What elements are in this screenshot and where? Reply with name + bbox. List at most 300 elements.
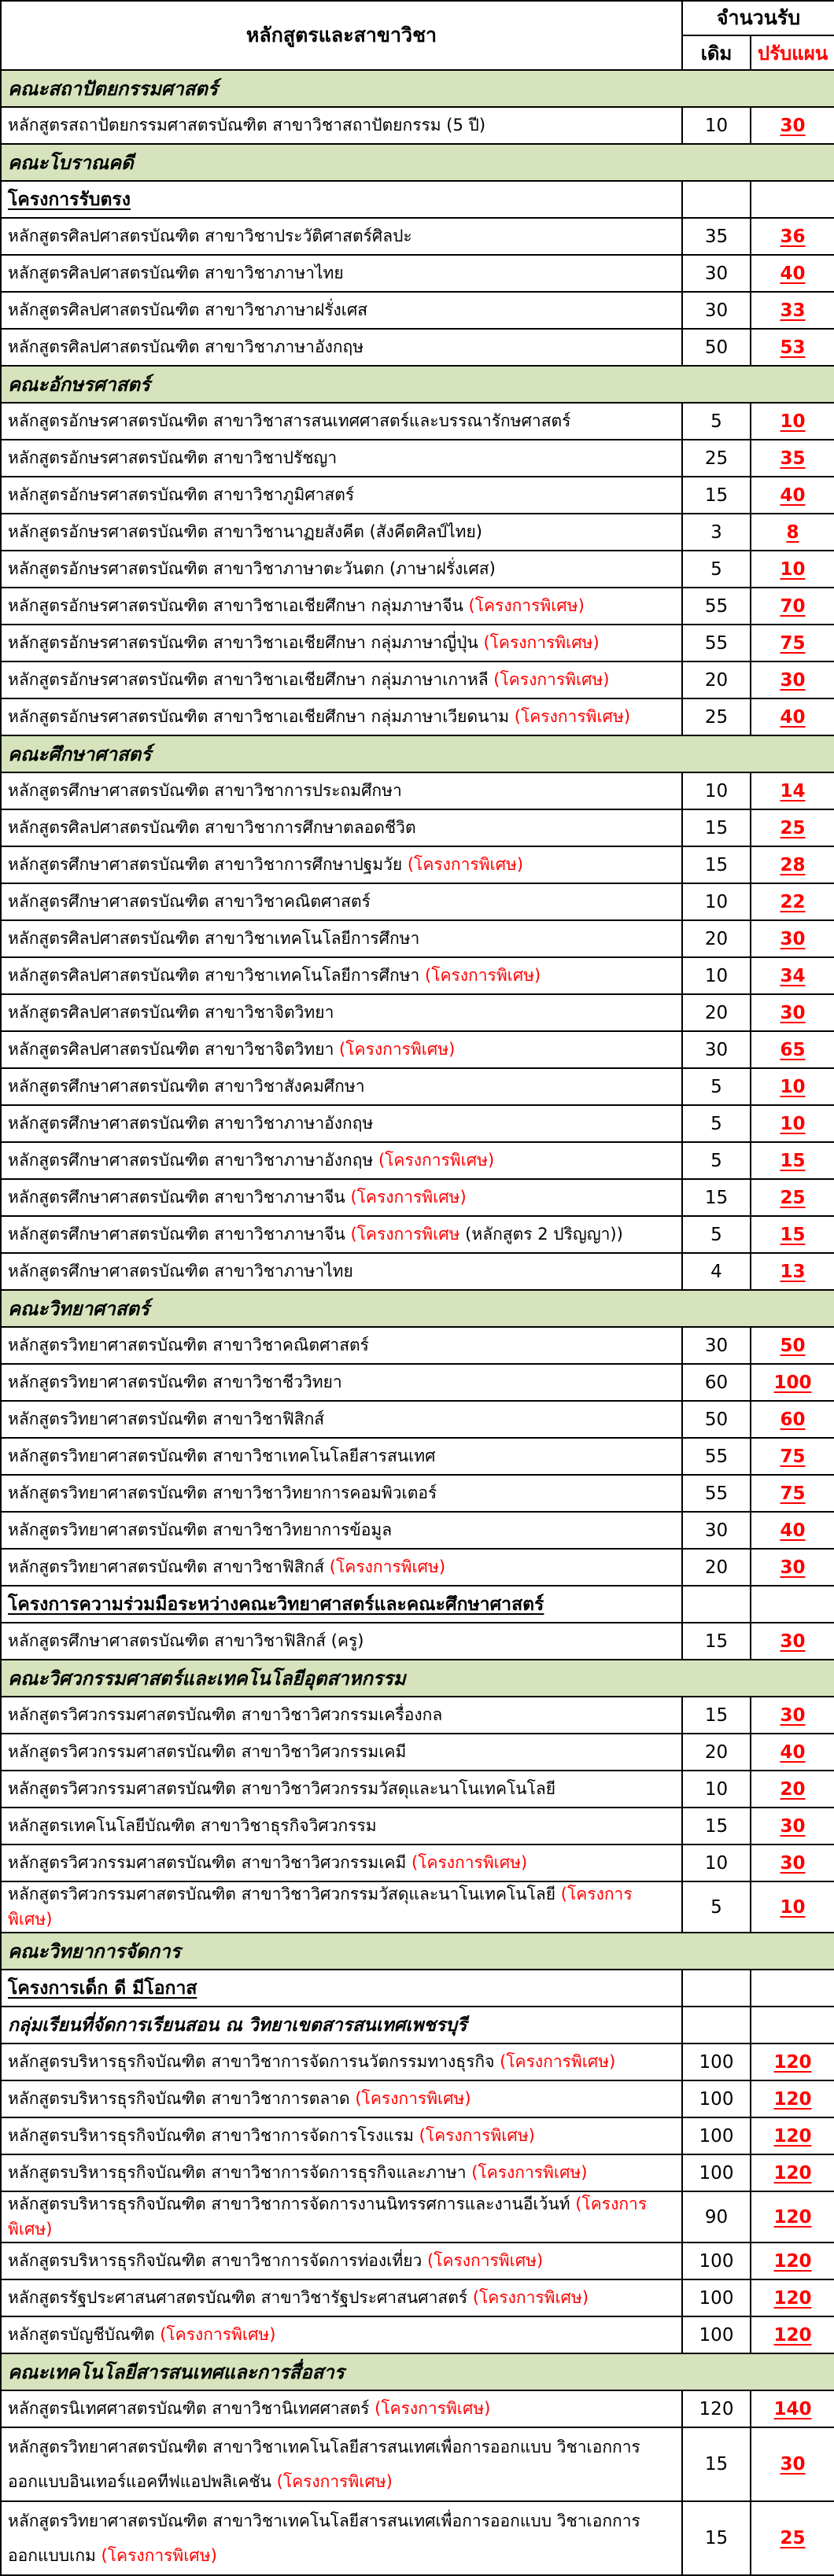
program-name-cell: หลักสูตรบริหารธุรกิจบัณฑิต สาขาวิชาการจัดการงานนิทรรศการและงานอีเว้นท์ (โครงการพิเศษ) [1, 2191, 682, 2242]
revised-quota-value: 40 [780, 263, 806, 284]
original-quota-cell: 15 [682, 2501, 751, 2575]
revised-quota-value: 50 [780, 1335, 806, 1356]
program-name-cell: หลักสูตรศิลปศาสตรบัณฑิต สาขาวิชาจิตวิทยา [1, 994, 682, 1031]
revised-quota-value: 10 [780, 1076, 806, 1097]
original-quota-cell: 30 [682, 1031, 751, 1068]
program-name-cell: หลักสูตรบริหารธุรกิจบัณฑิต สาขาวิชาการจัดการท่องเที่ยว (โครงการพิเศษ) [1, 2242, 682, 2279]
program-name-cell: หลักสูตรศึกษาศาสตรบัณฑิต สาขาวิชาภาษาอังกฤษ [1, 1105, 682, 1142]
revised-quota-cell [751, 1438, 834, 1475]
program-row [1, 2117, 834, 2154]
revised-quota-value: 120 [773, 2250, 812, 2272]
program-row [1, 1734, 834, 1771]
original-quota-cell: 100 [682, 2117, 751, 2154]
revised-quota-value: 120 [773, 2206, 812, 2228]
program-name-cell: หลักสูตรวิทยาศาสตรบัณฑิต สาขาวิชาฟิสิกส์ (โครงการพิเศษ) [1, 1549, 682, 1586]
revised-quota-cell [751, 1771, 834, 1808]
program-row [1, 2154, 834, 2191]
revised-quota-cell [751, 2427, 834, 2501]
faculty-section-row [1, 1290, 834, 1327]
program-name-cell: หลักสูตรศิลปศาสตรบัณฑิต สาขาวิชาภาษาไทย [1, 255, 682, 292]
program-name-cell: หลักสูตรอักษรศาสตรบัณฑิต สาขาวิชาปรัชญา [1, 440, 682, 477]
program-row [1, 957, 834, 994]
original-quota-cell: 5 [682, 1216, 751, 1253]
program-row [1, 551, 834, 588]
program-name-cell: หลักสูตรศิลปศาสตรบัณฑิต สาขาวิชาจิตวิทยา (โครงการพิเศษ) [1, 1031, 682, 1068]
program-name-cell: หลักสูตรวิทยาศาสตรบัณฑิต สาขาวิชาฟิสิกส์ [1, 1401, 682, 1438]
original-quota-cell: 55 [682, 588, 751, 625]
program-name-cell: หลักสูตรศิลปศาสตรบัณฑิต สาขาวิชาภาษาอังกฤษ [1, 329, 682, 366]
special-program-note: (โครงการพิเศษ) [101, 2546, 217, 2565]
program-row [1, 1401, 834, 1438]
revised-quota-cell [751, 107, 834, 144]
original-quota-cell: 15 [682, 846, 751, 883]
faculty-section-row [1, 1933, 834, 1970]
original-quota-cell: 15 [682, 1697, 751, 1734]
program-row [1, 1475, 834, 1512]
original-quota-cell: 10 [682, 107, 751, 144]
original-column-header: เดิม [682, 35, 751, 70]
program-name-cell: หลักสูตรรัฐประศาสนศาสตรบัณฑิต สาขาวิชารัฐประศาสนศาสตร์ (โครงการพิเศษ) [1, 2279, 682, 2316]
program-row [1, 920, 834, 957]
original-quota-cell: 50 [682, 1401, 751, 1438]
revised-quota-cell [751, 698, 834, 735]
revised-quota-cell [751, 292, 834, 329]
revised-quota-value: 15 [780, 1150, 806, 1171]
program-name-cell: หลักสูตรวิศวกรรมศาสตรบัณฑิต สาขาวิชาวิศวกรรมเคมี [1, 1734, 682, 1771]
program-row [1, 994, 834, 1031]
original-quota-cell: 20 [682, 1549, 751, 1586]
revised-quota-cell [751, 1031, 834, 1068]
original-quota-cell: 15 [682, 2427, 751, 2501]
original-quota-cell: 10 [682, 1771, 751, 1808]
revised-quota-value: 10 [780, 1896, 806, 1918]
revised-quota-value: 28 [780, 854, 806, 875]
project-subheader-title: โครงการความร่วมมือระหว่างคณะวิทยาศาสตร์และคณะศึกษาศาสตร์ [1, 1586, 682, 1623]
revised-quota-cell [751, 994, 834, 1031]
original-quota-cell: 20 [682, 1734, 751, 1771]
program-name-cell: หลักสูตรศิลปศาสตรบัณฑิต สาขาวิชาภาษาฝรั่งเศส [1, 292, 682, 329]
original-quota-cell: 15 [682, 809, 751, 846]
program-row [1, 1512, 834, 1549]
program-name-cell: หลักสูตรอักษรศาสตรบัณฑิต สาขาวิชาภูมิศาสตร์ [1, 477, 682, 514]
original-quota-cell: 55 [682, 1438, 751, 1475]
program-row [1, 588, 834, 625]
original-quota-cell: 20 [682, 994, 751, 1031]
program-name-cell: หลักสูตรอักษรศาสตรบัณฑิต สาขาวิชาภาษาตะวันตก (ภาษาฝรั่งเศส) [1, 551, 682, 588]
original-quota-cell: 30 [682, 292, 751, 329]
revised-quota-cell [751, 255, 834, 292]
original-quota-cell: 25 [682, 440, 751, 477]
faculty-section-title: คณะอักษรศาสตร์ [1, 366, 834, 403]
original-quota-cell: 4 [682, 1253, 751, 1290]
program-name-cell: หลักสูตรศิลปศาสตรบัณฑิต สาขาวิชาการศึกษาตลอดชีวิต [1, 809, 682, 846]
revised-quota-cell [751, 2191, 834, 2242]
project-subheader-title: กลุ่มเรียนที่จัดการเรียนสอน ณ วิทยาเขตสารสนเทศเพชรบุรี [1, 2007, 682, 2043]
special-program-note: (โครงการพิเศษ) [426, 2250, 544, 2270]
original-cell-empty [682, 181, 751, 218]
revised-quota-cell [751, 1216, 834, 1253]
revised-quota-value: 14 [780, 780, 806, 802]
program-row [1, 2080, 834, 2117]
original-quota-cell: 30 [682, 1327, 751, 1364]
program-name-cell: หลักสูตรวิศวกรรมศาสตรบัณฑิต สาขาวิชาวิศวกรรมวัสดุและนาโนเทคโนโลยี [1, 1771, 682, 1808]
special-program-note: (โครงการพิเศษ) [471, 2162, 588, 2182]
revised-quota-value: 65 [780, 1039, 806, 1060]
revised-quota-cell [751, 218, 834, 255]
revised-quota-cell [751, 1475, 834, 1512]
revised-quota-value: 40 [780, 1520, 806, 1541]
special-program-note: (โครงการพิเศษ) [411, 1852, 528, 1872]
revised-quota-cell [751, 625, 834, 662]
revised-quota-value: 30 [780, 1704, 806, 1726]
program-row [1, 2501, 834, 2575]
revised-quota-cell [751, 1327, 834, 1364]
program-name-cell: หลักสูตรอักษรศาสตรบัณฑิต สาขาวิชาเอเชียศึกษา กลุ่มภาษาเวียดนาม (โครงการพิเศษ) [1, 698, 682, 735]
program-name-cell: หลักสูตรบริหารธุรกิจบัณฑิต สาขาวิชาการตลาด (โครงการพิเศษ) [1, 2080, 682, 2117]
original-quota-cell: 5 [682, 403, 751, 440]
revised-quota-cell [751, 2080, 834, 2117]
original-quota-cell: 30 [682, 255, 751, 292]
table-body [1, 1, 834, 2575]
original-cell-empty [682, 1586, 751, 1623]
revised-cell-empty [751, 181, 834, 218]
revised-quota-value: 10 [780, 411, 806, 432]
program-name-cell: หลักสูตรวิทยาศาสตรบัณฑิต สาขาวิชาวิทยาการคอมพิวเตอร์ [1, 1475, 682, 1512]
original-quota-cell: 100 [682, 2279, 751, 2316]
revised-quota-value: 20 [780, 1778, 806, 1800]
revised-quota-cell [751, 1881, 834, 1933]
revised-quota-value: 53 [780, 337, 806, 358]
program-name-cell: หลักสูตรศิลปศาสตรบัณฑิต สาขาวิชาเทคโนโลยีการศึกษา (โครงการพิเศษ) [1, 957, 682, 994]
program-column-header: หลักสูตรและสาขาวิชา [1, 1, 682, 70]
original-quota-cell: 15 [682, 1623, 751, 1660]
revised-quota-value: 22 [780, 891, 806, 912]
revised-quota-value: 40 [780, 1741, 806, 1763]
original-quota-cell: 5 [682, 1881, 751, 1933]
program-row [1, 514, 834, 551]
revised-quota-value: 10 [780, 558, 806, 580]
program-name-cell: หลักสูตรศิลปศาสตรบัณฑิต สาขาวิชาเทคโนโลยีการศึกษา [1, 920, 682, 957]
program-row [1, 846, 834, 883]
original-quota-cell: 55 [682, 1475, 751, 1512]
revised-quota-value: 100 [773, 1372, 812, 1393]
revised-quota-value: 13 [780, 1261, 806, 1282]
revised-quota-cell [751, 1808, 834, 1844]
revised-quota-value: 120 [773, 2125, 812, 2147]
special-program-note: (โครงการพิเศษ) [355, 2088, 471, 2108]
program-name-cell: หลักสูตรวิทยาศาสตรบัณฑิต สาขาวิชาเทคโนโลยีสารสนเทศเพื่อการออกแบบ วิชาเอกการออกแบบเกม (โครงการพิเศษ) [1, 2501, 682, 2575]
original-quota-cell: 60 [682, 1364, 751, 1401]
revised-quota-value: 34 [780, 965, 806, 986]
revised-cell-empty [751, 1970, 834, 2007]
project-subheader-row [1, 1586, 834, 1623]
special-program-note: (โครงการพิเศษ) [483, 632, 600, 652]
revised-quota-value: 25 [780, 817, 806, 838]
original-quota-cell: 5 [682, 1142, 751, 1179]
program-row [1, 1623, 834, 1660]
revised-quota-cell [751, 2279, 834, 2316]
program-row [1, 1549, 834, 1586]
revised-quota-cell [751, 1105, 834, 1142]
special-program-note: (โครงการพิเศษ [350, 1224, 460, 1244]
project-subheader-title: โครงการเด็ก ดี มีโอกาส [1, 1970, 682, 2007]
program-row [1, 1327, 834, 1364]
original-quota-cell: 55 [682, 625, 751, 662]
program-row [1, 2390, 834, 2427]
header-row-main [1, 1, 834, 35]
program-name-cell: หลักสูตรอักษรศาสตรบัณฑิต สาขาวิชาสารสนเทศศาสตร์และบรรณารักษศาสตร์ [1, 403, 682, 440]
faculty-section-title: คณะวิทยาศาสตร์ [1, 1290, 834, 1327]
program-row [1, 107, 834, 144]
program-name-cell: หลักสูตรอักษรศาสตรบัณฑิต สาขาวิชาเอเชียศึกษา กลุ่มภาษาญี่ปุ่น (โครงการพิเศษ) [1, 625, 682, 662]
revised-quota-cell [751, 588, 834, 625]
program-name-cell: หลักสูตรศิลปศาสตรบัณฑิต สาขาวิชาประวัติศาสตร์ศิลปะ [1, 218, 682, 255]
program-name-cell: หลักสูตรวิศวกรรมศาสตรบัณฑิต สาขาวิชาวิศวกรรมวัสดุและนาโนเทคโนโลยี (โครงการพิเศษ) [1, 1881, 682, 1933]
program-row [1, 1771, 834, 1808]
program-row [1, 218, 834, 255]
faculty-section-title: คณะวิทยาการจัดการ [1, 1933, 834, 1970]
revised-quota-cell [751, 1364, 834, 1401]
revised-quota-cell [751, 2154, 834, 2191]
special-program-note: (โครงการพิเศษ) [472, 2287, 589, 2307]
revised-quota-value: 30 [780, 669, 806, 691]
program-row [1, 809, 834, 846]
revised-quota-cell [751, 846, 834, 883]
revised-quota-value: 140 [773, 2398, 812, 2419]
program-row [1, 2427, 834, 2501]
special-program-note: (โครงการพิเศษ) [468, 595, 585, 615]
revised-quota-cell [751, 2242, 834, 2279]
revised-quota-cell [751, 920, 834, 957]
program-row [1, 698, 834, 735]
original-quota-cell: 10 [682, 957, 751, 994]
program-row [1, 1364, 834, 1401]
original-quota-cell: 5 [682, 551, 751, 588]
special-program-note: (โครงการพิเศษ) [514, 706, 631, 726]
faculty-section-title: คณะโบราณคดี [1, 144, 834, 181]
original-quota-cell: 100 [682, 2316, 751, 2353]
revised-quota-value: 30 [780, 115, 806, 136]
revised-quota-value: 120 [773, 2051, 812, 2073]
program-row [1, 1142, 834, 1179]
original-quota-cell: 15 [682, 1808, 751, 1844]
special-program-note: (โครงการพิเศษ) [350, 1187, 467, 1207]
revised-quota-cell [751, 1068, 834, 1105]
original-quota-cell: 20 [682, 662, 751, 698]
program-row [1, 477, 834, 514]
program-name-cell: หลักสูตรศึกษาศาสตรบัณฑิต สาขาวิชาภาษาไทย [1, 1253, 682, 1290]
revised-quota-value: 120 [773, 2162, 812, 2184]
program-name-cell: หลักสูตรบัญชีบัณฑิต (โครงการพิเศษ) [1, 2316, 682, 2353]
program-row [1, 292, 834, 329]
revised-quota-cell [751, 1142, 834, 1179]
revised-quota-cell [751, 772, 834, 809]
program-row [1, 2242, 834, 2279]
original-quota-cell: 10 [682, 1844, 751, 1881]
program-row [1, 440, 834, 477]
original-quota-cell: 50 [682, 329, 751, 366]
program-name-cell: หลักสูตรอักษรศาสตรบัณฑิต สาขาวิชาเอเชียศึกษา กลุ่มภาษาเกาหลี (โครงการพิเศษ) [1, 662, 682, 698]
revised-quota-value: 15 [780, 1224, 806, 1245]
revised-cell-empty [751, 2007, 834, 2043]
revised-quota-value: 30 [780, 1852, 806, 1874]
program-row [1, 1253, 834, 1290]
revised-quota-cell [751, 809, 834, 846]
program-row [1, 1697, 834, 1734]
revised-cell-empty [751, 1586, 834, 1623]
program-row [1, 1844, 834, 1881]
revised-quota-value: 75 [780, 1483, 806, 1504]
program-name-cell: หลักสูตรศึกษาศาสตรบัณฑิต สาขาวิชาการศึกษาปฐมวัย (โครงการพิเศษ) [1, 846, 682, 883]
special-program-note: (โครงการพิเศษ) [8, 1885, 633, 1929]
special-program-note: (โครงการพิเศษ) [329, 1557, 446, 1576]
original-quota-cell: 25 [682, 698, 751, 735]
revised-quota-cell [751, 957, 834, 994]
faculty-section-row [1, 1660, 834, 1697]
revised-quota-value: 60 [780, 1409, 806, 1430]
original-cell-empty [682, 2007, 751, 2043]
special-program-note: (โครงการพิเศษ) [375, 2398, 491, 2418]
original-quota-cell: 3 [682, 514, 751, 551]
special-program-note: (โครงการพิเศษ) [407, 854, 524, 874]
program-row [1, 1179, 834, 1216]
revised-quota-cell [751, 1734, 834, 1771]
original-quota-cell: 90 [682, 2191, 751, 2242]
revised-quota-value: 36 [780, 226, 806, 247]
program-name-cell: หลักสูตรบริหารธุรกิจบัณฑิต สาขาวิชาการจัดการโรงแรม (โครงการพิเศษ) [1, 2117, 682, 2154]
special-program-note: (โครงการพิเศษ) [493, 669, 610, 689]
program-name-cell: หลักสูตรวิศวกรรมศาสตรบัณฑิต สาขาวิชาวิศวกรรมเคมี (โครงการพิเศษ) [1, 1844, 682, 1881]
program-row [1, 1881, 834, 1933]
revised-quota-value: 35 [780, 448, 806, 469]
program-name-cell: หลักสูตรบริหารธุรกิจบัณฑิต สาขาวิชาการจัดการธุรกิจและภาษา (โครงการพิเศษ) [1, 2154, 682, 2191]
program-name-cell: หลักสูตรศึกษาศาสตรบัณฑิต สาขาวิชาคณิตศาสตร์ [1, 883, 682, 920]
special-program-note: (โครงการพิเศษ) [500, 2051, 616, 2071]
original-quota-cell: 10 [682, 772, 751, 809]
revised-quota-value: 75 [780, 632, 806, 654]
faculty-section-row [1, 366, 834, 403]
faculty-section-title: คณะสถาปัตยกรรมศาสตร์ [1, 70, 834, 107]
original-quota-cell: 100 [682, 2043, 751, 2080]
original-cell-empty [682, 1970, 751, 2007]
revised-quota-value: 30 [780, 1557, 806, 1578]
project-subheader-title: โครงการรับตรง [1, 181, 682, 218]
program-row [1, 1216, 834, 1253]
revised-column-header: ปรับแผน [751, 35, 834, 70]
revised-quota-value: 25 [780, 2528, 806, 2548]
revised-quota-value: 30 [780, 2454, 806, 2475]
revised-quota-cell [751, 883, 834, 920]
program-row [1, 1808, 834, 1844]
revised-quota-value: 30 [780, 1815, 806, 1837]
revised-quota-cell [751, 2390, 834, 2427]
program-row [1, 1105, 834, 1142]
program-row [1, 1031, 834, 1068]
program-row [1, 625, 834, 662]
original-quota-cell: 15 [682, 477, 751, 514]
original-quota-cell: 20 [682, 920, 751, 957]
original-quota-cell: 100 [682, 2080, 751, 2117]
revised-quota-cell [751, 1844, 834, 1881]
special-program-note: (โครงการพิเศษ) [425, 965, 541, 985]
program-row [1, 2043, 834, 2080]
program-row [1, 2316, 834, 2353]
revised-quota-value: 40 [780, 485, 806, 506]
program-name-cell: หลักสูตรวิทยาศาสตรบัณฑิต สาขาวิชาเทคโนโลยีสารสนเทศเพื่อการออกแบบ วิชาเอกการออกแบบอินเทอร์แอคทีฟแอปพลิเคชัน (โครงการพิเศษ) [1, 2427, 682, 2501]
faculty-section-row [1, 2353, 834, 2390]
revised-quota-value: 40 [780, 706, 806, 728]
revised-quota-value: 30 [780, 928, 806, 949]
program-name-cell: หลักสูตรวิทยาศาสตรบัณฑิต สาขาวิชาชีววิทยา [1, 1364, 682, 1401]
program-name-cell: หลักสูตรสถาปัตยกรรมศาสตรบัณฑิต สาขาวิชาสถาปัตยกรรม (5 ปี) [1, 107, 682, 144]
program-name-cell: หลักสูตรเทคโนโลยีบัณฑิต สาขาวิชาธุรกิจวิศวกรรม [1, 1808, 682, 1844]
faculty-section-title: คณะวิศวกรรมศาสตร์และเทคโนโลยีอุตสาหกรรม [1, 1660, 834, 1697]
special-program-note: (โครงการพิเศษ) [339, 1039, 456, 1059]
program-name-cell: หลักสูตรศึกษาศาสตรบัณฑิต สาขาวิชาการประถมศึกษา [1, 772, 682, 809]
original-quota-cell: 100 [682, 2242, 751, 2279]
revised-quota-cell [751, 1179, 834, 1216]
program-name-cell: หลักสูตรวิศวกรรมศาสตรบัณฑิต สาขาวิชาวิศวกรรมเครื่องกล [1, 1697, 682, 1734]
revised-quota-cell [751, 2117, 834, 2154]
revised-quota-cell [751, 1512, 834, 1549]
revised-quota-value: 120 [773, 2287, 812, 2309]
project-subheader-row [1, 181, 834, 218]
original-quota-cell: 35 [682, 218, 751, 255]
revised-quota-cell [751, 440, 834, 477]
original-quota-cell: 5 [682, 1105, 751, 1142]
revised-quota-cell [751, 1697, 834, 1734]
program-row [1, 403, 834, 440]
program-name-cell: หลักสูตรบริหารธุรกิจบัณฑิต สาขาวิชาการจัดการนวัตกรรมทางธุรกิจ (โครงการพิเศษ) [1, 2043, 682, 2080]
faculty-section-title: คณะศึกษาศาสตร์ [1, 735, 834, 772]
revised-quota-cell [751, 403, 834, 440]
program-name-cell: หลักสูตรวิทยาศาสตรบัณฑิต สาขาวิชาคณิตศาสตร์ [1, 1327, 682, 1364]
revised-quota-cell [751, 329, 834, 366]
revised-quota-cell [751, 2501, 834, 2575]
original-quota-cell: 100 [682, 2154, 751, 2191]
original-quota-cell: 10 [682, 883, 751, 920]
program-name-cell: หลักสูตรศึกษาศาสตรบัณฑิต สาขาวิชาภาษาจีน (โครงการพิเศษ (หลักสูตร 2 ปริญญา)) [1, 1216, 682, 1253]
special-program-note: (โครงการพิเศษ) [160, 2324, 276, 2344]
faculty-section-title: คณะเทคโนโลยีสารสนเทศและการสื่อสาร [1, 2353, 834, 2390]
program-row [1, 255, 834, 292]
faculty-section-row [1, 70, 834, 107]
program-row [1, 662, 834, 698]
revised-quota-cell [751, 477, 834, 514]
program-row [1, 1068, 834, 1105]
program-name-cell: หลักสูตรนิเทศศาสตรบัณฑิต สาขาวิชานิเทศศาสตร์ (โครงการพิเศษ) [1, 2390, 682, 2427]
project-subheader-row [1, 1970, 834, 2007]
program-row [1, 2191, 834, 2242]
faculty-section-row [1, 144, 834, 181]
revised-quota-cell [751, 1253, 834, 1290]
program-name-cell: หลักสูตรศึกษาศาสตรบัณฑิต สาขาวิชาภาษาจีน (โครงการพิเศษ) [1, 1179, 682, 1216]
quota-column-header: จำนวนรับ [682, 1, 834, 35]
revised-quota-value: 33 [780, 300, 806, 321]
program-name-cell: หลักสูตรอักษรศาสตรบัณฑิต สาขาวิชาเอเชียศึกษา กลุ่มภาษาจีน (โครงการพิเศษ) [1, 588, 682, 625]
program-row [1, 1438, 834, 1475]
revised-quota-value: 70 [780, 595, 806, 617]
revised-quota-cell [751, 662, 834, 698]
revised-quota-value: 120 [773, 2324, 812, 2346]
special-program-note: (โครงการพิเศษ) [276, 2472, 393, 2491]
program-name-cell: หลักสูตรวิทยาศาสตรบัณฑิต สาขาวิชาวิทยาการข้อมูล [1, 1512, 682, 1549]
program-name-cell: หลักสูตรอักษรศาสตรบัณฑิต สาขาวิชานาฏยสังคีต (สังคีตศิลป์ไทย) [1, 514, 682, 551]
original-quota-cell: 30 [682, 1512, 751, 1549]
special-program-note: (โครงการพิเศษ) [8, 2195, 648, 2239]
original-quota-cell: 15 [682, 1179, 751, 1216]
revised-quota-cell [751, 514, 834, 551]
